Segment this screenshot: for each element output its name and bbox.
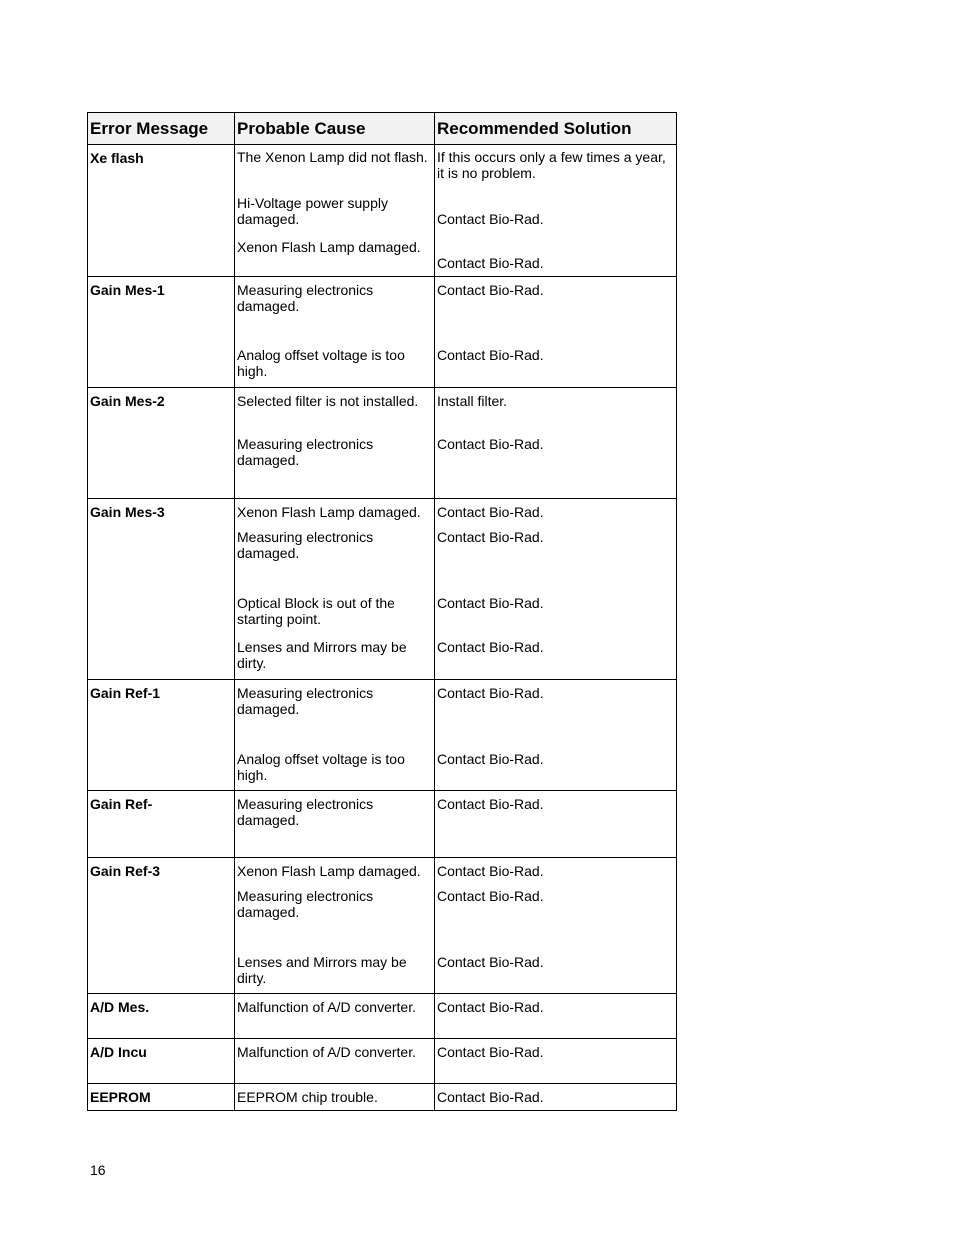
header-error-message: Error Message (88, 113, 235, 145)
solution-cell (435, 680, 677, 791)
table-row (88, 499, 677, 680)
solution-text: Contact Bio-Rad. (437, 796, 544, 812)
cause-cell (235, 388, 435, 499)
cause-text: Measuring electronics damaged. (237, 888, 374, 920)
table-row (88, 277, 677, 388)
cause-text: Malfunction of A/D converter. (237, 999, 416, 1015)
solution-text: Install filter. (437, 393, 508, 409)
cause-text: Measuring electronics damaged. (237, 282, 374, 314)
cause-text: Lenses and Mirrors may be dirty. (237, 954, 407, 986)
table-row (88, 791, 677, 858)
solution-cell (435, 994, 677, 1039)
solution-text: Contact Bio-Rad. (437, 504, 544, 520)
table-row (88, 994, 677, 1039)
cause-text: The Xenon Lamp did not flash. (237, 149, 428, 165)
header-probable-cause: Probable Cause (235, 113, 435, 145)
cause-cell (235, 994, 435, 1039)
cause-cell (235, 1039, 435, 1084)
error-message-cell: A/D Mes. (88, 994, 235, 1039)
solution-cell (435, 858, 677, 994)
table-row (88, 858, 677, 994)
solution-cell (435, 1039, 677, 1084)
cause-cell (235, 791, 435, 858)
solution-text: Contact Bio-Rad. (437, 999, 544, 1015)
solution-text: Contact Bio-Rad. (437, 529, 544, 545)
solution-text: Contact Bio-Rad. (437, 211, 544, 227)
cause-text: Analog offset voltage is too high. (237, 347, 405, 379)
error-message-cell: Xe flash (88, 145, 235, 277)
cause-cell (235, 499, 435, 680)
cause-cell (235, 680, 435, 791)
solution-cell (435, 277, 677, 388)
header-recommended-solution: Recommended Solution (435, 113, 677, 145)
solution-cell (435, 388, 677, 499)
error-message-cell: Gain Mes-1 (88, 277, 235, 388)
error-message-cell: Gain Ref-3 (88, 858, 235, 994)
solution-cell (435, 791, 677, 858)
cause-text: Measuring electronics damaged. (237, 685, 374, 717)
solution-text: Contact Bio-Rad. (437, 1089, 544, 1105)
solution-text: Contact Bio-Rad. (437, 595, 544, 611)
cause-cell (235, 277, 435, 388)
cause-text: Xenon Flash Lamp damaged. (237, 239, 421, 255)
table-row (88, 1084, 677, 1111)
table-row (88, 680, 677, 791)
error-message-cell: EEPROM (88, 1084, 235, 1111)
cause-text: EEPROM chip trouble. (237, 1089, 378, 1105)
cause-text: Hi-Voltage power supply damaged. (237, 195, 388, 227)
solution-text: Contact Bio-Rad. (437, 751, 544, 767)
cause-cell (235, 858, 435, 994)
table-row (88, 1039, 677, 1084)
table-row (88, 388, 677, 499)
solution-text: Contact Bio-Rad. (437, 888, 544, 904)
cause-cell (235, 145, 435, 277)
troubleshooting-table (87, 112, 677, 1111)
cause-cell (235, 1084, 435, 1111)
error-message-cell: Gain Ref- (88, 791, 235, 858)
table-row (88, 145, 677, 277)
cause-text: Xenon Flash Lamp damaged. (237, 504, 421, 520)
cause-text: Malfunction of A/D converter. (237, 1044, 416, 1060)
cause-text: Xenon Flash Lamp damaged. (237, 863, 421, 879)
error-message-cell: Gain Ref-1 (88, 680, 235, 791)
error-message-cell: Gain Mes-3 (88, 499, 235, 680)
solution-text: Contact Bio-Rad. (437, 282, 544, 298)
solution-text: Contact Bio-Rad. (437, 347, 544, 363)
solution-text: If this occurs only a few times a year, it is no problem. (437, 149, 666, 181)
error-message-cell: Gain Mes-2 (88, 388, 235, 499)
table-header-row (88, 113, 677, 145)
solution-text: Contact Bio-Rad. (437, 255, 544, 271)
solution-text: Contact Bio-Rad. (437, 1044, 544, 1060)
solution-text: Contact Bio-Rad. (437, 685, 544, 701)
cause-text: Optical Block is out of the starting point. (237, 595, 395, 627)
solution-text: Contact Bio-Rad. (437, 954, 544, 970)
solution-text: Contact Bio-Rad. (437, 436, 544, 452)
cause-text: Lenses and Mirrors may be dirty. (237, 639, 407, 671)
solution-text: Contact Bio-Rad. (437, 639, 544, 655)
cause-text: Selected filter is not installed. (237, 393, 419, 409)
error-message-cell: A/D Incu (88, 1039, 235, 1084)
cause-text: Measuring electronics damaged. (237, 796, 374, 828)
cause-text: Measuring electronics damaged. (237, 529, 374, 561)
page-number: 16 (90, 1162, 106, 1178)
solution-cell (435, 499, 677, 680)
solution-cell (435, 1084, 677, 1111)
solution-cell (435, 145, 677, 277)
cause-text: Analog offset voltage is too high. (237, 751, 405, 783)
cause-text: Measuring electronics damaged. (237, 436, 374, 468)
solution-text: Contact Bio-Rad. (437, 863, 544, 879)
